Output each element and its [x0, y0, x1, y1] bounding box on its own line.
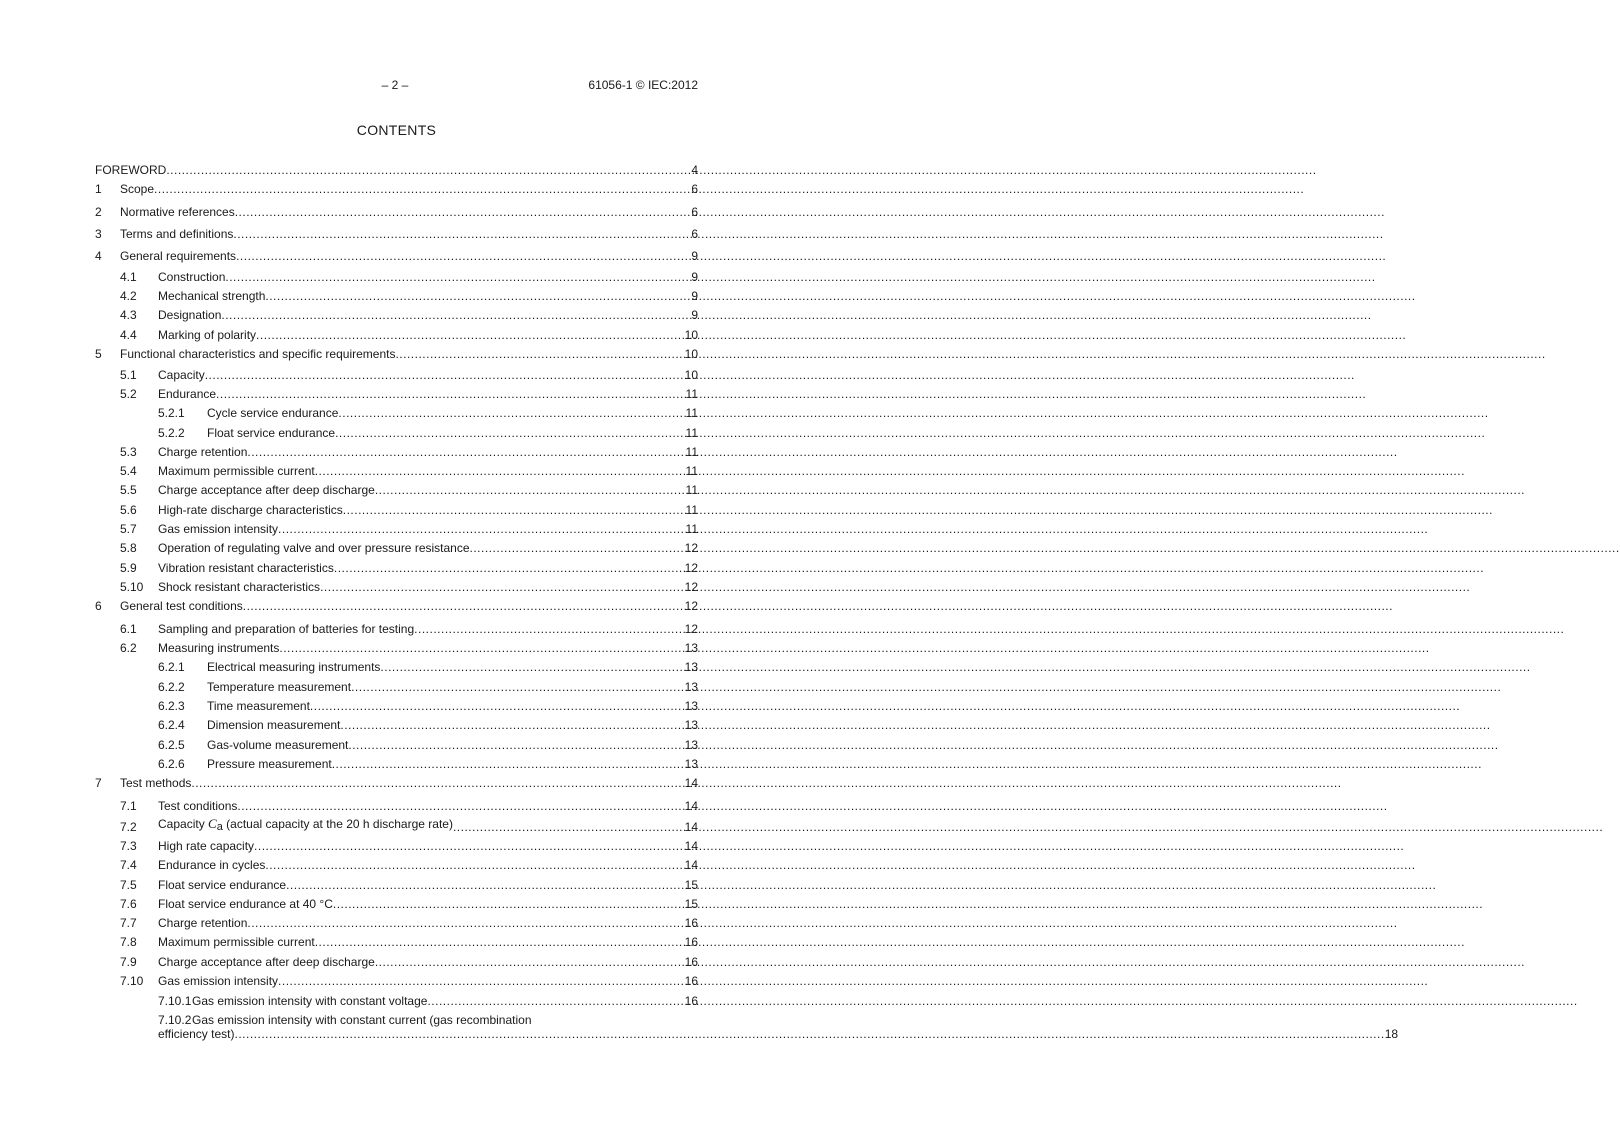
- toc-entry-5-1[interactable]: [95, 361, 698, 382]
- toc-entry-4-2[interactable]: [95, 284, 698, 303]
- toc-label: Float service endurance: [158, 878, 287, 892]
- toc-entry-5-2-2[interactable]: [95, 420, 698, 440]
- toc-label: Operation of regulating valve and over pressure resistance: [158, 541, 470, 555]
- toc-leader: [348, 738, 684, 752]
- toc-label: Measuring instruments: [158, 641, 280, 655]
- toc-number: 3: [95, 227, 102, 241]
- toc-number: 6.2.6: [158, 757, 185, 771]
- toc-label: Endurance: [158, 387, 217, 401]
- toc-page: 11: [685, 522, 698, 536]
- toc-leader: [247, 916, 684, 930]
- toc-entry-7-9[interactable]: [95, 949, 698, 969]
- toc-label: Charge retention: [158, 445, 248, 459]
- toc-number: 6: [95, 599, 102, 613]
- toc-number: 7.7: [120, 916, 137, 930]
- toc-number: 7.4: [120, 858, 137, 872]
- toc-number: 5.10: [120, 580, 144, 594]
- toc-leader: [225, 270, 691, 284]
- toc-page: 10: [684, 328, 698, 342]
- toc-number: 7.9: [120, 955, 137, 969]
- toc-number: 7.2: [120, 820, 137, 834]
- toc-entry-7-7[interactable]: [95, 911, 698, 930]
- toc-page: 6: [691, 227, 698, 241]
- toc-label: Pressure measurement: [207, 757, 332, 771]
- toc-leader: [315, 935, 685, 949]
- toc-label: Charge acceptance after deep discharge: [158, 955, 375, 969]
- toc-leader: [338, 406, 685, 420]
- capacity-symbol: $C_a$: [208, 816, 223, 833]
- toc-page: 11: [685, 503, 698, 517]
- toc-number: 7.10: [120, 974, 144, 988]
- toc-label: Normative references: [120, 205, 235, 219]
- toc-page: 13: [684, 757, 698, 771]
- toc-page: 15: [684, 878, 698, 892]
- toc-number: 7.3: [120, 839, 137, 853]
- toc-label: Vibration resistant characteristics: [158, 561, 334, 575]
- toc-leader: [395, 347, 684, 361]
- toc-number: 6.2.2: [158, 680, 185, 694]
- toc-entry-7-1[interactable]: [95, 790, 698, 813]
- toc-page: 9: [691, 270, 698, 284]
- standard-reference: 61056-1 © IEC:2012: [588, 78, 698, 92]
- toc-number: 5.1: [120, 368, 137, 382]
- toc-number: 7.10.1: [158, 994, 192, 1008]
- toc-label: High rate capacity: [158, 839, 255, 853]
- toc-leader: [332, 757, 685, 771]
- toc-page: 11: [685, 387, 698, 401]
- toc-label: Gas emission intensity: [158, 522, 279, 536]
- toc-page: 6: [691, 205, 698, 219]
- toc-label: Maximum permissible current: [158, 935, 315, 949]
- toc-entry-1[interactable]: [95, 177, 698, 196]
- toc-page: 11: [685, 426, 698, 440]
- toc-page: 15: [684, 897, 698, 911]
- toc-label: Gas emission intensity: [158, 974, 279, 988]
- toc-page: 9: [691, 308, 698, 322]
- toc-entry-5-7[interactable]: [95, 517, 698, 536]
- toc-leader: [453, 820, 685, 834]
- toc-number: 6.1: [120, 622, 137, 636]
- toc-page: 12: [684, 561, 698, 575]
- toc-page: 13: [684, 738, 698, 752]
- toc-page: 18: [1384, 1027, 1399, 1041]
- toc-entry-5[interactable]: [95, 342, 698, 361]
- toc-leader: [216, 387, 685, 401]
- toc-leader: [154, 182, 691, 196]
- toc-page: 16: [684, 955, 698, 969]
- toc-number: 6.2: [120, 641, 137, 655]
- toc-number: 5.8: [120, 541, 137, 555]
- toc-leader: [233, 227, 691, 241]
- toc-entry-5-6[interactable]: [95, 497, 698, 517]
- toc-label: Test methods: [120, 776, 192, 790]
- toc-entry-7[interactable]: [95, 771, 698, 790]
- toc-number: 2: [95, 205, 102, 219]
- toc-entry-3[interactable]: [95, 219, 698, 241]
- toc-page: 12: [684, 622, 698, 636]
- toc-leader: [234, 1027, 1384, 1041]
- toc-label: Charge retention: [158, 916, 248, 930]
- toc-leader: [256, 328, 685, 342]
- toc-page: 16: [684, 974, 698, 988]
- toc-page: 13: [684, 660, 698, 674]
- toc-entry-4-4[interactable]: [95, 322, 698, 342]
- toc-leader: [205, 368, 685, 382]
- toc-number: 7.5: [120, 878, 137, 892]
- toc-entry-5-2[interactable]: [95, 382, 698, 401]
- toc-entry-7-5[interactable]: [95, 872, 698, 892]
- toc-label: Electrical measuring instruments: [207, 660, 381, 674]
- toc-leader: [414, 622, 684, 636]
- toc-leader: [315, 464, 686, 478]
- toc-number: 5.2.1: [158, 406, 185, 420]
- toc-entry-6-2[interactable]: [95, 636, 698, 655]
- toc-entry-foreword[interactable]: [95, 158, 698, 177]
- toc-number: 5.4: [120, 464, 137, 478]
- toc-entry-5-9[interactable]: [95, 555, 698, 575]
- toc-label: Functional characteristics and specific requirements: [120, 347, 396, 361]
- toc-page: 4: [691, 163, 698, 177]
- toc-number: 4.4: [120, 328, 137, 342]
- toc-label: Temperature measurement: [207, 680, 352, 694]
- toc-number: 6.2.5: [158, 738, 185, 752]
- toc-leader: [235, 205, 692, 219]
- toc-page: 13: [684, 680, 698, 694]
- toc-entry-4-1[interactable]: [95, 263, 698, 284]
- toc-label: Shock resistant characteristics: [158, 580, 321, 594]
- toc-page: 16: [684, 916, 698, 930]
- toc-number: 7: [95, 776, 102, 790]
- toc-page: 11: [685, 483, 698, 497]
- toc-entry-7-4[interactable]: [95, 853, 698, 872]
- toc-leader: [279, 641, 684, 655]
- toc-label: Terms and definitions: [120, 227, 234, 241]
- toc-leader: [254, 839, 685, 853]
- toc-entry-5-4[interactable]: [95, 459, 698, 478]
- toc-label: Designation: [158, 308, 222, 322]
- toc-entry-5-3[interactable]: [95, 440, 698, 459]
- toc-page: 16: [684, 994, 698, 1008]
- toc-label: Dimension measurement: [207, 718, 341, 732]
- toc-label: Charge acceptance after deep discharge: [158, 483, 375, 497]
- toc-page: 14: [684, 776, 698, 790]
- toc-number: 7.6: [120, 897, 137, 911]
- toc-page: 13: [684, 718, 698, 732]
- toc-leader: [166, 163, 691, 177]
- toc-label: Gas emission intensity with constant voltage: [192, 994, 428, 1008]
- toc-leader: [470, 541, 685, 555]
- toc-label: Cycle service endurance: [207, 406, 339, 420]
- toc-number: 5.2.2: [158, 426, 185, 440]
- toc-label-line1: Gas emission intensity with constant current (gas recombination: [192, 1013, 532, 1027]
- toc-leader: [221, 308, 691, 322]
- toc-entry-4-3[interactable]: [95, 303, 698, 322]
- toc-entry-5-2-1[interactable]: [95, 401, 698, 420]
- toc-number: 4.2: [120, 289, 137, 303]
- toc-leader: [380, 660, 684, 674]
- toc-page: 11: [685, 464, 698, 478]
- toc-page: 14: [684, 839, 698, 853]
- toc-label: Sampling and preparation of batteries for testing: [158, 622, 415, 636]
- toc-page: 12: [684, 580, 698, 594]
- toc-label: Construction: [158, 270, 226, 284]
- toc-number: 5.5: [120, 483, 137, 497]
- toc-entry-5-10[interactable]: [95, 575, 698, 594]
- toc-entry-7-3[interactable]: [95, 834, 698, 853]
- toc-label: FOREWORD: [95, 163, 167, 177]
- toc-label: Gas-volume measurement: [207, 738, 349, 752]
- toc-leader: [427, 994, 684, 1008]
- toc-leader: [278, 522, 685, 536]
- toc-leader: [320, 580, 685, 594]
- toc-label: General test conditions: [120, 599, 243, 613]
- toc-page: 9: [691, 289, 698, 303]
- toc-entry-6-2-6[interactable]: [95, 752, 698, 771]
- toc-page: 13: [684, 641, 698, 655]
- toc-page: 12: [684, 599, 698, 613]
- toc-leader: [310, 699, 685, 713]
- toc-entry-7-10-2[interactable]: [95, 1008, 1399, 1042]
- toc-page: 10: [684, 368, 698, 382]
- toc-number: 5.3: [120, 445, 137, 459]
- toc-page: 9: [691, 249, 698, 263]
- toc-label: Endurance in cycles: [158, 858, 266, 872]
- toc-page: 12: [684, 541, 698, 555]
- toc-label: Mechanical strength: [158, 289, 266, 303]
- toc-entry-7-6[interactable]: [95, 892, 698, 911]
- toc-leader: [375, 483, 686, 497]
- toc-number: 7.8: [120, 935, 137, 949]
- toc-page: 11: [685, 406, 698, 420]
- toc-entry-6-2-5[interactable]: [95, 732, 698, 752]
- toc-entry-7-8[interactable]: [95, 930, 698, 949]
- toc-entry-6-2-1[interactable]: [95, 655, 698, 674]
- toc-leader: [191, 776, 684, 790]
- toc-label: Float service endurance: [207, 426, 336, 440]
- toc-entry-6[interactable]: [95, 594, 698, 613]
- toc-number: 5.7: [120, 522, 137, 536]
- toc-label: Capacity: [158, 368, 205, 382]
- toc-entry-5-5[interactable]: [95, 478, 698, 497]
- toc-page: 13: [684, 699, 698, 713]
- toc-label-line2: efficiency test): [158, 1027, 235, 1041]
- toc-page: 14: [684, 799, 698, 813]
- toc-leader: [340, 718, 684, 732]
- toc-leader: [335, 426, 685, 440]
- table-of-contents: [95, 158, 1399, 1042]
- toc-leader: [286, 878, 685, 892]
- toc-label: General requirements: [120, 249, 237, 263]
- page-number: – 2 –: [381, 78, 409, 92]
- toc-leader: [243, 599, 685, 613]
- toc-label: Marking of polarity: [158, 328, 257, 342]
- toc-number: 5.9: [120, 561, 137, 575]
- toc-leader: [343, 503, 686, 517]
- toc-label: Maximum permissible current: [158, 464, 315, 478]
- toc-number: 7.1: [120, 799, 137, 813]
- toc-leader: [237, 799, 684, 813]
- toc-leader: [247, 445, 685, 459]
- toc-leader: [236, 249, 691, 263]
- toc-page: 14: [684, 820, 698, 834]
- toc-number: 1: [95, 182, 102, 196]
- toc-label: Float service endurance at 40 °C: [158, 897, 333, 911]
- toc-leader: [334, 561, 685, 575]
- toc-label: Time measurement: [207, 699, 310, 713]
- toc-page: 16: [684, 935, 698, 949]
- toc-label: Capacity $C_a$ (actual capacity at the 20 h discharge rate): [158, 816, 453, 833]
- toc-number: 4.1: [120, 270, 137, 284]
- toc-entry-7-10-1[interactable]: [95, 988, 698, 1008]
- toc-leader: [333, 897, 685, 911]
- toc-leader: [351, 680, 685, 694]
- toc-number: 6.2.4: [158, 718, 185, 732]
- page-title: CONTENTS: [356, 122, 437, 138]
- toc-entry-6-1[interactable]: [95, 613, 698, 636]
- toc-entry-7-2[interactable]: [95, 813, 698, 834]
- toc-number: 4: [95, 249, 102, 263]
- toc-page: 14: [684, 858, 698, 872]
- toc-page: 10: [684, 347, 698, 361]
- toc-leader: [278, 974, 685, 988]
- toc-page: 6: [691, 182, 698, 196]
- toc-number: 5: [95, 347, 102, 361]
- toc-entry-5-8[interactable]: [95, 536, 698, 555]
- toc-number: 5.6: [120, 503, 137, 517]
- toc-page: 11: [685, 445, 698, 459]
- toc-entry-2[interactable]: [95, 196, 698, 219]
- toc-entry-7-10[interactable]: [95, 969, 698, 988]
- toc-label: Scope: [120, 182, 155, 196]
- toc-entry-6-2-4[interactable]: [95, 713, 698, 732]
- toc-label: Test conditions: [158, 799, 238, 813]
- toc-entry-6-2-3[interactable]: [95, 694, 698, 713]
- toc-leader: [375, 955, 685, 969]
- toc-label: High-rate discharge characteristics: [158, 503, 343, 517]
- toc-leader: [265, 289, 691, 303]
- toc-number: 4.3: [120, 308, 137, 322]
- toc-entry-6-2-2[interactable]: [95, 674, 698, 694]
- toc-entry-4[interactable]: [95, 241, 698, 263]
- toc-number: 7.10.2: [158, 1013, 192, 1027]
- toc-number: 6.2.1: [158, 660, 185, 674]
- toc-number: 5.2: [120, 387, 137, 401]
- toc-leader: [265, 858, 684, 872]
- toc-number: 6.2.3: [158, 699, 185, 713]
